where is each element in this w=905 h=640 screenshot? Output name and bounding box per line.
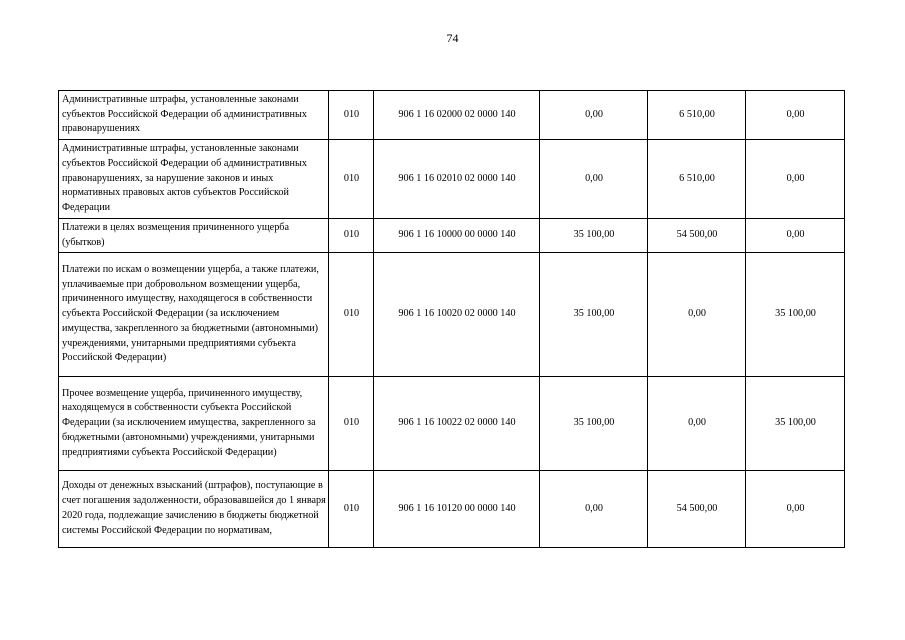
amount-cell-3: 35 100,00 bbox=[746, 253, 845, 377]
amount-cell-1: 0,00 bbox=[540, 140, 648, 219]
amount-cell-1: 35 100,00 bbox=[540, 377, 648, 471]
budget-code-cell: 906 1 16 10020 02 0000 140 bbox=[374, 253, 540, 377]
row-name-cell: Платежи в целях возмещения причиненного ущерба (убытков) bbox=[59, 219, 329, 253]
line-code-cell: 010 bbox=[329, 91, 374, 140]
line-code-cell: 010 bbox=[329, 140, 374, 219]
budget-code-cell: 906 1 16 02000 02 0000 140 bbox=[374, 91, 540, 140]
table-row bbox=[59, 140, 845, 219]
line-code-cell: 010 bbox=[329, 471, 374, 548]
budget-code-cell: 906 1 16 02010 02 0000 140 bbox=[374, 140, 540, 219]
budget-code-cell: 906 1 16 10022 02 0000 140 bbox=[374, 377, 540, 471]
amount-cell-2: 54 500,00 bbox=[648, 219, 746, 253]
amount-cell-3: 0,00 bbox=[746, 91, 845, 140]
row-name-cell: Платежи по искам о возмещении ущерба, а также платежи, уплачиваемые при добровольном возмещении ущерба, причиненного имуществу, находящегося в собственности субъекта Российской Федерации (за исключением имущества, закрепленного за бюджетными (автономными) учреждениями, унитарными предприятиями субъекта Российской Федерации) bbox=[59, 253, 329, 377]
amount-cell-2: 6 510,00 bbox=[648, 140, 746, 219]
revenue-table bbox=[58, 90, 845, 548]
amount-cell-1: 0,00 bbox=[540, 91, 648, 140]
amount-cell-3: 0,00 bbox=[746, 140, 845, 219]
page-number: 74 bbox=[446, 31, 459, 45]
amount-cell-2: 54 500,00 bbox=[648, 471, 746, 548]
table-row bbox=[59, 377, 845, 471]
amount-cell-1: 35 100,00 bbox=[540, 253, 648, 377]
amount-cell-2: 0,00 bbox=[648, 253, 746, 377]
line-code-cell: 010 bbox=[329, 377, 374, 471]
row-name-cell: Доходы от денежных взысканий (штрафов), поступающие в счет погашения задолженности, образовавшейся до 1 января 2020 года, подлежащие зачислению в бюджеты бюджетной системы Российской Федерации по нормативам, bbox=[59, 471, 329, 548]
amount-cell-3: 0,00 bbox=[746, 471, 845, 548]
table-row bbox=[59, 219, 845, 253]
row-name-cell: Административные штрафы, установленные законами субъектов Российской Федерации об административных правонарушениях bbox=[59, 91, 329, 140]
amount-cell-1: 35 100,00 bbox=[540, 219, 648, 253]
row-name-cell: Прочее возмещение ущерба, причиненного имуществу, находящемуся в собственности субъекта Российской Федерации (за исключением имущества, закрепленного за бюджетными (автономными) учреждениями, унитарными предприятиями субъекта Российской Федерации) bbox=[59, 377, 329, 471]
budget-code-cell: 906 1 16 10000 00 0000 140 bbox=[374, 219, 540, 253]
line-code-cell: 010 bbox=[329, 219, 374, 253]
table-row bbox=[59, 253, 845, 377]
amount-cell-1: 0,00 bbox=[540, 471, 648, 548]
table-row bbox=[59, 91, 845, 140]
line-code-cell: 010 bbox=[329, 253, 374, 377]
row-name-cell: Административные штрафы, установленные законами субъектов Российской Федерации об административных правонарушениях, за нарушение законов и иных нормативных правовых актов субъектов Российской Федерации bbox=[59, 140, 329, 219]
amount-cell-3: 35 100,00 bbox=[746, 377, 845, 471]
amount-cell-3: 0,00 bbox=[746, 219, 845, 253]
amount-cell-2: 0,00 bbox=[648, 377, 746, 471]
table-row bbox=[59, 471, 845, 548]
budget-code-cell: 906 1 16 10120 00 0000 140 bbox=[374, 471, 540, 548]
amount-cell-2: 6 510,00 bbox=[648, 91, 746, 140]
